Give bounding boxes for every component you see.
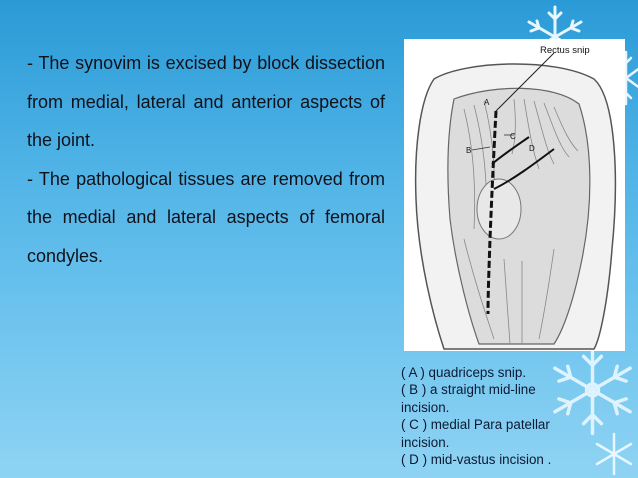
figure-label-c: C [510,132,516,141]
body-text [27,44,385,275]
figure-label-a: A [484,98,490,107]
figure-label-d: D [529,144,535,153]
caption-line: ( D ) mid-vastus incision . [401,452,552,468]
paragraph-pathological: - The pathological tissues are removed from the medial and lateral aspects of femoral condyles. [27,168,385,266]
paragraph-synovim: - The synovim is excised by block dissection from medial, lateral and anterior aspects of the joint. [27,53,385,150]
rectus-snip-label: Rectus snip [540,45,590,56]
caption-line: ( A ) quadriceps snip. [401,365,527,380]
caption-line: ( B ) a straight mid-line [401,382,536,398]
figure-label-b: B [466,146,472,155]
caption-line: incision. [401,434,450,450]
caption-line: incision. [401,399,450,415]
figure-caption [401,364,601,468]
knee-illustration [404,39,625,351]
caption-line: ( C ) medial Para patellar [401,417,550,433]
knee-incision-figure [404,39,625,351]
